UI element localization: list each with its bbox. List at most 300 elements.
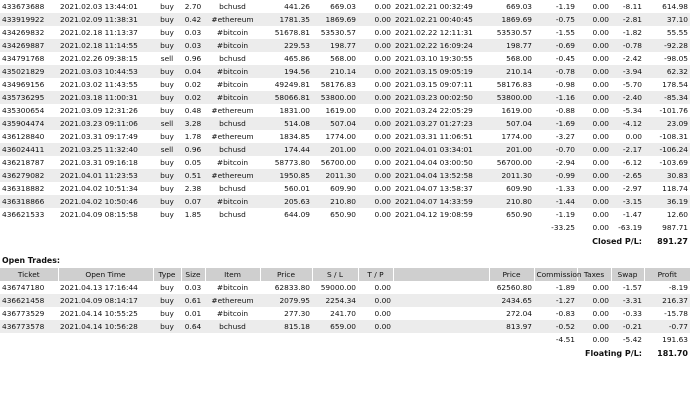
- cell-tp: 0.00: [374, 145, 391, 154]
- cell-close-time: 2021.04.01 03:34:01: [395, 145, 473, 154]
- header-close-price: Price: [489, 268, 534, 281]
- cell-swap: -3.94: [622, 67, 642, 76]
- cell-profit: -85.34: [664, 93, 688, 102]
- cell-tp: 0.00: [374, 80, 391, 89]
- cell-open-price: 465.86: [284, 54, 310, 63]
- cell-taxes: 0.00: [592, 309, 609, 318]
- cell-profit: -8.19: [668, 283, 688, 292]
- cell-sl: 53800.00: [320, 93, 356, 102]
- closed-trade-row: [0, 143, 690, 156]
- cell-open-price: 644.09: [284, 210, 310, 219]
- cell-swap: -2.40: [622, 93, 642, 102]
- cell-swap: -5.34: [622, 106, 642, 115]
- open-trade-row: [0, 281, 690, 294]
- cell-type: sell: [160, 145, 174, 154]
- cell-swap: -2.97: [622, 184, 642, 193]
- header-profit: Profit: [644, 268, 690, 281]
- cell-sl: 210.14: [330, 67, 356, 76]
- closed-pl-row: [0, 234, 690, 248]
- cell-taxes: 0.00: [592, 67, 609, 76]
- cell-close-price: 58176.83: [496, 80, 532, 89]
- header-ticket: Ticket: [0, 268, 58, 281]
- cell-tp: 0.00: [374, 28, 391, 37]
- cell-ticket: 435021829: [2, 67, 45, 76]
- closed-pl-label: Closed P/L:: [592, 236, 642, 246]
- cell-close-time: 2021.03.24 22:05:29: [395, 106, 473, 115]
- cell-swap: -0.78: [622, 41, 642, 50]
- cell-tp: 0.00: [374, 67, 391, 76]
- header-open-price: Price: [260, 268, 312, 281]
- cell-type: buy: [160, 197, 174, 206]
- header-swap: Swap: [611, 268, 644, 281]
- cell-type: buy: [160, 171, 174, 180]
- cell-size: 0.02: [184, 80, 202, 89]
- cell-taxes: 0.00: [592, 54, 609, 63]
- cell-tp: 0.00: [374, 309, 391, 318]
- cell-item: #bitcoin: [216, 283, 249, 292]
- cell-profit: -106.24: [659, 145, 688, 154]
- cell-open-price: 1781.35: [279, 15, 310, 24]
- cell-open-time: 2021.02.26 09:38:15: [60, 54, 138, 63]
- cell-profit: 216.37: [662, 296, 688, 305]
- cell-open-price: 277.30: [284, 309, 310, 318]
- closed-trade-row: [0, 117, 690, 130]
- cell-open-price: 560.01: [284, 184, 310, 193]
- header-type: Type: [153, 268, 181, 281]
- cell-item: #ethereum: [211, 106, 254, 115]
- closed-total-profit: 987.71: [662, 223, 688, 232]
- cell-close-time: [393, 294, 489, 307]
- cell-taxes: 0.00: [592, 145, 609, 154]
- cell-taxes: 0.00: [592, 41, 609, 50]
- cell-item: #bitcoin: [216, 80, 249, 89]
- cell-item: bchusd: [219, 322, 246, 331]
- cell-profit: -92.28: [664, 41, 688, 50]
- cell-profit: -103.69: [659, 158, 688, 167]
- cell-profit: 36.19: [666, 197, 688, 206]
- cell-commission: -0.99: [555, 171, 575, 180]
- cell-item: #bitcoin: [216, 197, 249, 206]
- cell-item: #bitcoin: [216, 309, 249, 318]
- cell-ticket: 433673688: [2, 2, 45, 11]
- cell-sl: 568.00: [330, 54, 356, 63]
- cell-size: 0.64: [184, 322, 202, 331]
- floating-pl-row: [0, 346, 690, 360]
- cell-close-price: 272.04: [506, 309, 532, 318]
- closed-trade-row: [0, 65, 690, 78]
- cell-size: 0.61: [184, 296, 202, 305]
- cell-type: buy: [160, 80, 174, 89]
- cell-profit: 118.74: [662, 184, 688, 193]
- cell-close-price: 2011.30: [501, 171, 532, 180]
- cell-tp: 0.00: [374, 210, 391, 219]
- cell-item: #ethereum: [211, 296, 254, 305]
- cell-item: bchusd: [219, 119, 246, 128]
- cell-open-price: 514.08: [284, 119, 310, 128]
- cell-open-price: 815.18: [284, 322, 310, 331]
- cell-open-price: 49249.81: [274, 80, 310, 89]
- cell-open-time: 2021.03.02 11:43:55: [60, 80, 138, 89]
- open-total-taxes: 0.00: [592, 335, 609, 344]
- cell-close-time: 2021.03.27 01:27:23: [395, 119, 473, 128]
- cell-taxes: 0.00: [592, 119, 609, 128]
- cell-swap: -2.81: [622, 15, 642, 24]
- cell-commission: -0.78: [555, 67, 575, 76]
- cell-swap: -2.65: [622, 171, 642, 180]
- cell-item: #ethereum: [211, 171, 254, 180]
- closed-trade-row: [0, 78, 690, 91]
- cell-close-price: 1619.00: [501, 106, 532, 115]
- cell-ticket: 436747180: [2, 283, 45, 292]
- floating-pl-value: 181.70: [657, 348, 688, 358]
- cell-open-time: 2021.04.14 10:56:28: [60, 322, 138, 331]
- open-trade-row: [0, 320, 690, 333]
- cell-commission: -2.94: [555, 158, 575, 167]
- cell-close-price: 56700.00: [496, 158, 532, 167]
- cell-type: buy: [160, 158, 174, 167]
- open-trades-table: [0, 268, 690, 360]
- cell-tp: 0.00: [374, 158, 391, 167]
- cell-tp: 0.00: [374, 106, 391, 115]
- cell-open-time: 2021.04.02 10:50:46: [60, 197, 138, 206]
- cell-open-time: 2021.02.09 11:38:31: [60, 15, 138, 24]
- closed-trade-row: [0, 130, 690, 143]
- cell-close-time: 2021.03.31 11:06:51: [395, 132, 473, 141]
- cell-open-time: 2021.03.18 11:00:31: [60, 93, 138, 102]
- open-trades-header: [0, 268, 690, 281]
- cell-swap: -8.11: [622, 2, 642, 11]
- cell-tp: 0.00: [374, 184, 391, 193]
- cell-open-time: 2021.03.09 12:31:26: [60, 106, 138, 115]
- header-open-time: Open Time: [58, 268, 153, 281]
- cell-open-time: 2021.03.25 11:32:40: [60, 145, 138, 154]
- cell-commission: -0.88: [555, 106, 575, 115]
- cell-tp: 0.00: [374, 15, 391, 24]
- cell-sl: 201.00: [330, 145, 356, 154]
- cell-type: buy: [160, 106, 174, 115]
- cell-profit: 62.32: [666, 67, 688, 76]
- cell-open-price: 58066.81: [274, 93, 310, 102]
- closed-trade-row: [0, 169, 690, 182]
- cell-sl: 609.90: [330, 184, 356, 193]
- cell-close-time: [393, 320, 489, 333]
- cell-open-time: 2021.04.09 08:15:58: [60, 210, 138, 219]
- cell-swap: -1.57: [622, 283, 642, 292]
- cell-tp: 0.00: [374, 119, 391, 128]
- closed-totals-row: [0, 221, 690, 234]
- cell-type: buy: [160, 41, 174, 50]
- cell-ticket: 436621533: [2, 210, 45, 219]
- cell-close-price: 669.03: [506, 2, 532, 11]
- cell-size: 1.85: [184, 210, 202, 219]
- header-item: Item: [205, 268, 260, 281]
- cell-commission: -0.83: [555, 309, 575, 318]
- cell-close-time: 2021.02.21 00:32:49: [395, 2, 473, 11]
- closed-total-taxes: 0.00: [592, 223, 609, 232]
- cell-item: #bitcoin: [216, 93, 249, 102]
- cell-size: 0.03: [184, 41, 202, 50]
- cell-taxes: 0.00: [592, 132, 609, 141]
- cell-close-time: 2021.04.07 13:58:37: [395, 184, 473, 193]
- cell-sl: 2011.30: [325, 171, 356, 180]
- cell-swap: -5.70: [622, 80, 642, 89]
- cell-taxes: 0.00: [592, 322, 609, 331]
- cell-size: 2.38: [184, 184, 202, 193]
- header-close-time: [393, 268, 489, 281]
- cell-taxes: 0.00: [592, 283, 609, 292]
- cell-ticket: 435736295: [2, 93, 45, 102]
- cell-close-time: [393, 281, 489, 294]
- cell-type: buy: [160, 210, 174, 219]
- cell-close-price: 813.97: [506, 322, 532, 331]
- cell-close-time: 2021.03.15 09:07:11: [395, 80, 473, 89]
- cell-sl: 2254.34: [325, 296, 356, 305]
- cell-close-time: 2021.03.10 19:30:55: [395, 54, 473, 63]
- cell-item: bchusd: [219, 145, 246, 154]
- cell-ticket: 436128840: [2, 132, 45, 141]
- cell-close-time: 2021.04.12 19:08:59: [395, 210, 473, 219]
- cell-commission: -1.33: [555, 184, 575, 193]
- closed-trade-row: [0, 156, 690, 169]
- cell-type: buy: [160, 93, 174, 102]
- cell-taxes: 0.00: [592, 2, 609, 11]
- cell-taxes: 0.00: [592, 210, 609, 219]
- cell-commission: -1.27: [555, 296, 575, 305]
- cell-profit: 55.55: [666, 28, 688, 37]
- cell-type: buy: [160, 184, 174, 193]
- cell-type: buy: [160, 283, 174, 292]
- cell-profit: 178.54: [662, 80, 688, 89]
- cell-swap: -3.31: [622, 296, 642, 305]
- cell-close-price: 1869.69: [501, 15, 532, 24]
- closed-trade-row: [0, 0, 690, 13]
- cell-close-price: 1774.00: [501, 132, 532, 141]
- cell-sl: 53530.57: [320, 28, 356, 37]
- cell-sl: 56700.00: [320, 158, 356, 167]
- closed-trade-row: [0, 13, 690, 26]
- cell-sl: 659.00: [330, 322, 356, 331]
- cell-ticket: 436318882: [2, 184, 45, 193]
- cell-open-time: 2021.03.31 09:17:49: [60, 132, 138, 141]
- closed-trade-row: [0, 39, 690, 52]
- cell-open-time: 2021.04.14 10:55:25: [60, 309, 138, 318]
- cell-ticket: 434791768: [2, 54, 45, 63]
- cell-commission: -1.19: [555, 210, 575, 219]
- closed-trade-row: [0, 52, 690, 65]
- cell-commission: -1.44: [555, 197, 575, 206]
- cell-swap: -3.15: [622, 197, 642, 206]
- cell-sl: 210.80: [330, 197, 356, 206]
- cell-sl: 669.03: [330, 2, 356, 11]
- cell-swap: -6.12: [622, 158, 642, 167]
- cell-open-price: 1834.85: [279, 132, 310, 141]
- cell-ticket: 436024411: [2, 145, 45, 154]
- cell-type: buy: [160, 132, 174, 141]
- cell-type: buy: [160, 67, 174, 76]
- cell-ticket: 436773529: [2, 309, 45, 318]
- cell-ticket: 436621458: [2, 296, 45, 305]
- cell-open-price: 174.44: [284, 145, 310, 154]
- cell-tp: 0.00: [374, 132, 391, 141]
- cell-commission: -0.75: [555, 15, 575, 24]
- header-size: Size: [181, 268, 205, 281]
- cell-taxes: 0.00: [592, 80, 609, 89]
- cell-open-price: 62833.80: [274, 283, 310, 292]
- cell-tp: 0.00: [374, 41, 391, 50]
- cell-taxes: 0.00: [592, 93, 609, 102]
- cell-close-time: 2021.04.04 03:00:50: [395, 158, 473, 167]
- cell-sl: 1774.00: [325, 132, 356, 141]
- cell-size: 1.78: [184, 132, 202, 141]
- cell-size: 0.96: [184, 54, 202, 63]
- cell-item: #bitcoin: [216, 41, 249, 50]
- cell-taxes: 0.00: [592, 171, 609, 180]
- cell-tp: 0.00: [374, 197, 391, 206]
- cell-tp: 0.00: [374, 171, 391, 180]
- cell-ticket: 434969156: [2, 80, 45, 89]
- cell-open-price: 1831.00: [279, 106, 310, 115]
- cell-profit: -108.31: [659, 132, 688, 141]
- cell-taxes: 0.00: [592, 158, 609, 167]
- cell-item: #ethereum: [211, 132, 254, 141]
- cell-close-time: 2021.03.15 09:05:19: [395, 67, 473, 76]
- cell-type: buy: [160, 15, 174, 24]
- cell-swap: -2.17: [622, 145, 642, 154]
- cell-profit: -101.76: [659, 106, 688, 115]
- cell-open-price: 51678.81: [274, 28, 310, 37]
- cell-profit: -0.77: [668, 322, 688, 331]
- cell-taxes: 0.00: [592, 106, 609, 115]
- open-total-commission: -4.51: [555, 335, 575, 344]
- cell-open-price: 194.56: [284, 67, 310, 76]
- cell-tp: 0.00: [374, 2, 391, 11]
- cell-type: sell: [160, 54, 174, 63]
- cell-close-time: 2021.03.23 00:02:50: [395, 93, 473, 102]
- cell-open-time: 2021.04.02 10:51:34: [60, 184, 138, 193]
- cell-ticket: 433919922: [2, 15, 45, 24]
- cell-profit: 37.10: [666, 15, 688, 24]
- cell-close-time: 2021.02.21 00:40:45: [395, 15, 473, 24]
- closed-trade-row: [0, 195, 690, 208]
- cell-open-price: 2079.95: [279, 296, 310, 305]
- closed-pl-value: 891.27: [657, 236, 688, 246]
- cell-sl: 58176.83: [320, 80, 356, 89]
- cell-size: 0.42: [184, 15, 202, 24]
- cell-profit: 12.60: [666, 210, 688, 219]
- cell-ticket: 435904474: [2, 119, 45, 128]
- closed-trade-row: [0, 182, 690, 195]
- cell-taxes: 0.00: [592, 296, 609, 305]
- header-tp: T / P: [358, 268, 393, 281]
- cell-commission: -0.52: [555, 322, 575, 331]
- cell-sl: 198.77: [330, 41, 356, 50]
- cell-item: #bitcoin: [216, 158, 249, 167]
- cell-close-price: 609.90: [506, 184, 532, 193]
- cell-commission: -1.16: [555, 93, 575, 102]
- cell-open-time: 2021.03.31 09:16:18: [60, 158, 138, 167]
- cell-close-price: 2434.65: [501, 296, 532, 305]
- cell-commission: -1.89: [555, 283, 575, 292]
- cell-sl: 507.04: [330, 119, 356, 128]
- cell-tp: 0.00: [374, 54, 391, 63]
- cell-commission: -1.69: [555, 119, 575, 128]
- cell-swap: -0.21: [622, 322, 642, 331]
- cell-swap: -1.82: [622, 28, 642, 37]
- cell-commission: -1.55: [555, 28, 575, 37]
- cell-sl: 650.90: [330, 210, 356, 219]
- open-trades-title: Open Trades:: [2, 256, 60, 265]
- cell-swap: -2.42: [622, 54, 642, 63]
- cell-sl: 241.70: [330, 309, 356, 318]
- cell-close-price: 53800.00: [496, 93, 532, 102]
- cell-close-time: 2021.02.22 16:09:24: [395, 41, 473, 50]
- closed-trade-row: [0, 104, 690, 117]
- cell-size: 0.03: [184, 28, 202, 37]
- cell-open-time: 2021.03.23 09:11:06: [60, 119, 138, 128]
- cell-size: 0.01: [184, 309, 202, 318]
- cell-close-time: [393, 307, 489, 320]
- cell-tp: 0.00: [374, 322, 391, 331]
- header-taxes: Taxes: [577, 268, 611, 281]
- cell-close-price: 507.04: [506, 119, 532, 128]
- cell-open-time: 2021.04.13 17:16:44: [60, 283, 138, 292]
- cell-size: 0.02: [184, 93, 202, 102]
- cell-open-price: 1950.85: [279, 171, 310, 180]
- cell-taxes: 0.00: [592, 28, 609, 37]
- cell-commission: -1.19: [555, 2, 575, 11]
- cell-taxes: 0.00: [592, 197, 609, 206]
- cell-profit: -98.05: [664, 54, 688, 63]
- cell-sl: 1869.69: [325, 15, 356, 24]
- cell-close-price: 198.77: [506, 41, 532, 50]
- cell-size: 0.48: [184, 106, 202, 115]
- cell-open-price: 229.53: [284, 41, 310, 50]
- cell-profit: -15.78: [664, 309, 688, 318]
- cell-item: bchusd: [219, 54, 246, 63]
- cell-size: 3.28: [184, 119, 202, 128]
- cell-close-time: 2021.04.04 13:52:58: [395, 171, 473, 180]
- cell-close-time: 2021.04.07 14:33:59: [395, 197, 473, 206]
- cell-type: sell: [160, 119, 174, 128]
- cell-open-time: 2021.04.01 11:23:53: [60, 171, 138, 180]
- cell-item: #ethereum: [211, 15, 254, 24]
- closed-total-swap: -63.19: [618, 223, 642, 232]
- cell-sl: 59000.00: [320, 283, 356, 292]
- closed-total-commission: -33.25: [551, 223, 575, 232]
- cell-close-price: 62560.80: [496, 283, 532, 292]
- closed-trade-row: [0, 26, 690, 39]
- cell-item: bchusd: [219, 184, 246, 193]
- cell-commission: -0.69: [555, 41, 575, 50]
- cell-ticket: 435300654: [2, 106, 45, 115]
- cell-item: #bitcoin: [216, 67, 249, 76]
- open-total-profit: 191.63: [662, 335, 688, 344]
- open-total-swap: -5.42: [622, 335, 642, 344]
- cell-close-price: 53530.57: [496, 28, 532, 37]
- cell-tp: 0.00: [374, 283, 391, 292]
- cell-type: buy: [160, 28, 174, 37]
- cell-swap: 0.00: [625, 132, 642, 141]
- cell-open-time: 2021.04.09 08:14:17: [60, 296, 138, 305]
- header-commission: Commission: [534, 268, 577, 281]
- cell-open-time: 2021.02.18 11:14:55: [60, 41, 138, 50]
- cell-open-price: 205.63: [284, 197, 310, 206]
- cell-close-price: 210.80: [506, 197, 532, 206]
- closed-trade-row: [0, 208, 690, 221]
- cell-close-time: 2021.02.22 12:11:31: [395, 28, 473, 37]
- cell-close-price: 650.90: [506, 210, 532, 219]
- cell-commission: -0.70: [555, 145, 575, 154]
